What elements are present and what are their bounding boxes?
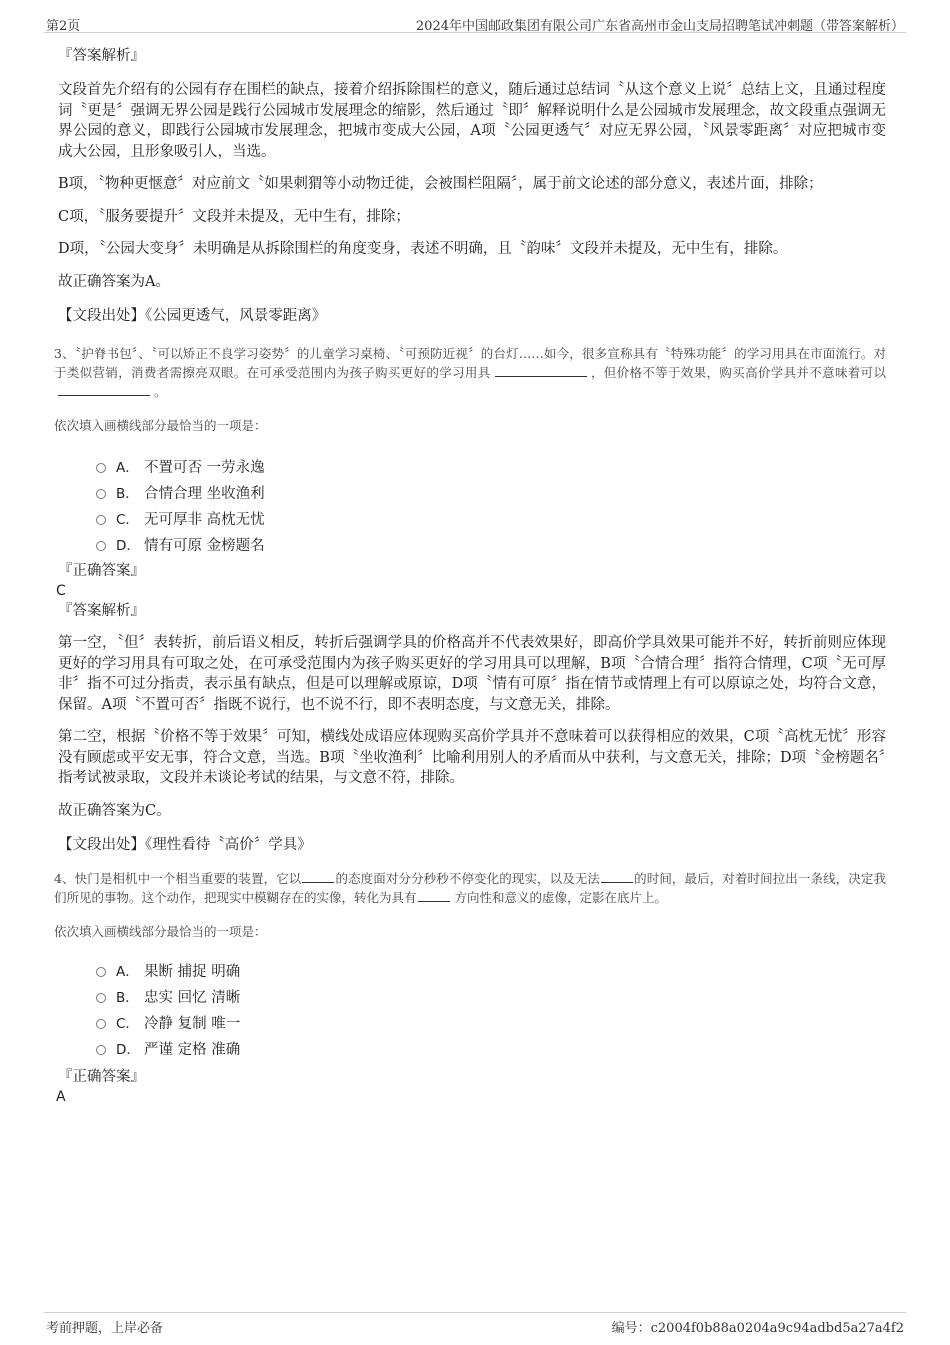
page-header xyxy=(44,12,906,33)
question-instruction: 依次填入画横线部分最恰当的一项是： xyxy=(54,924,267,939)
fill-blank xyxy=(58,383,150,396)
analysis-label: 『答案解析』 xyxy=(58,603,145,619)
conclusion: 故正确答案为A。 xyxy=(58,273,170,290)
page-footer xyxy=(44,1312,906,1335)
fill-blank xyxy=(302,870,334,883)
radio-button[interactable] xyxy=(96,1019,106,1029)
option-a[interactable]: A． 不置可否 一劳永逸 xyxy=(56,453,886,479)
option-b[interactable]: B． 忠实 回忆 清晰 xyxy=(56,983,886,1009)
analysis-paragraph: 第一空，〝但〞表转折，前后语义相反，转折后强调学具的价格高并不代表效果好，即高价学具效果可能并不好，转折前则应体现更好的学习用具有可取之处，在可承受范围内为孩子购买更好的学习用具可以理解，B项〝合情合理〞指符合情理，C项〝无可厚非〞指不可过分指责，表示虽有缺点，但是可以理解或原谅，D项〝情有可原〞指在情节或情理上有可以原谅之处，均符合文意，保留。A项〝不置可否〞指既不说行，也不说不行，即不表明态度，与文意无关，排除。 xyxy=(58,635,886,713)
options-list xyxy=(56,957,886,1061)
analysis-paragraph: B项，〝物种更惬意〞对应前文〝如果刺猬等小动物迁徙，会被围栏阻隔〞，属于前文论述的部分意义，表述片面，排除； xyxy=(58,176,823,192)
analysis-paragraph: C项，〝服务要提升〞文段并未提及，无中生有，排除； xyxy=(58,208,410,225)
radio-button[interactable] xyxy=(96,993,106,1003)
option-c[interactable]: C． 无可厚非 高枕无忧 xyxy=(56,505,886,531)
options-list xyxy=(56,453,886,557)
source-citation: 【文段出处】《公园更透气，风景零距离》 xyxy=(58,308,327,324)
conclusion: 故正确答案为C。 xyxy=(58,802,171,819)
document-title: 2024年中国邮政集团有限公司广东省高州市金山支局招聘笔试冲刺题（带答案解析） xyxy=(415,19,904,34)
question-instruction: 依次填入画横线部分最恰当的一项是： xyxy=(54,418,267,433)
analysis-paragraph: 文段首先介绍有的公园有存在围栏的缺点，接着介绍拆除围栏的意义，随后通过总结词〝从这个意义上说〞总结上文，且通过程度词〝更是〞强调无界公园是践行公园城市发展理念的缩影，然后通过〝即〞解释说明什么是公园城市发展理念，故文段重点强调无界公园的意义，即践行公园城市发展理念，把城市变成大公园，A项〝公园更透气〞对应无界公园，〝风景零距离〞对应把城市变成大公园，且形象吸引人，当选。 xyxy=(58,82,886,160)
question-stem: 3、〝护脊书包〞、〝可以矫正不良学习姿势〞的儿童学习桌椅、〝可预防近视〞的台灯……如今，很多宣称具有〝特殊功能〞的学习用具在市面流行。对于类似营销，消费者需擦亮双眼。在可承受范围内为孩子购买更好的学习用具 ，但价格不等于效果，购买高价学具并不意味着可以。 xyxy=(54,346,886,399)
radio-button[interactable] xyxy=(96,489,106,499)
page-content xyxy=(56,44,886,1107)
radio-button[interactable] xyxy=(96,515,106,525)
option-d[interactable]: D． 情有可原 金榜题名 xyxy=(56,531,886,557)
footer-slogan: 考前押题，上岸必备 xyxy=(46,1321,164,1336)
correct-answer-label: 『正确答案』 xyxy=(58,563,145,579)
correct-answer: C xyxy=(56,583,66,599)
option-a[interactable]: A． 果断 捕捉 明确 xyxy=(56,957,886,983)
radio-button[interactable] xyxy=(96,967,106,977)
option-c[interactable]: C． 冷静 复制 唯一 xyxy=(56,1009,886,1035)
correct-answer-label: 『正确答案』 xyxy=(58,1069,145,1085)
document-id: 编号：c2004f0b88a0204a9c94adbd5a27a4f2 xyxy=(611,1321,904,1336)
option-b[interactable]: B． 合情合理 坐收渔利 xyxy=(56,479,886,505)
correct-answer: A xyxy=(56,1089,66,1105)
fill-blank xyxy=(418,889,450,902)
radio-button[interactable] xyxy=(96,541,106,551)
source-citation: 【文段出处】《理性看待〝高价〞学具》 xyxy=(58,837,312,853)
analysis-paragraph: 第二空，根据〝价格不等于效果〞可知，横线处成语应体现购买高价学具并不意味着可以获得相应的效果，C项〝高枕无忧〞形容没有顾虑或平安无事，符合文意，当选。B项〝坐收渔利〞比喻利用别人的矛盾而从中获利，与文意无关，排除；D项〝金榜题名〞指考试被录取，文段并未谈论考试的结果，与文意不符，排除。 xyxy=(58,729,886,786)
analysis-paragraph: D项，〝公园大变身〞未明确是从拆除围栏的角度变身，表述不明确，且〝韵味〞文段并未提及，无中生有，排除。 xyxy=(58,241,788,257)
question-stem: 4、快门是相机中一个相当重要的装置，它以 的态度面对分分秒秒不停变化的现实，以及无法 的时间，最后，对着时间拉出一条线，决定我们所见的事物。这个动作，把现实中模糊存在的实像，转化为具有 方向性和意义的虚像，定影在底片上。 xyxy=(54,871,886,905)
page-number: 第2页 xyxy=(46,19,81,34)
fill-blank xyxy=(601,870,633,883)
option-d[interactable]: D． 严谨 定格 准确 xyxy=(56,1035,886,1061)
analysis-label: 『答案解析』 xyxy=(58,48,145,64)
fill-blank xyxy=(495,364,587,377)
radio-button[interactable] xyxy=(96,1045,106,1055)
radio-button[interactable] xyxy=(96,463,106,473)
